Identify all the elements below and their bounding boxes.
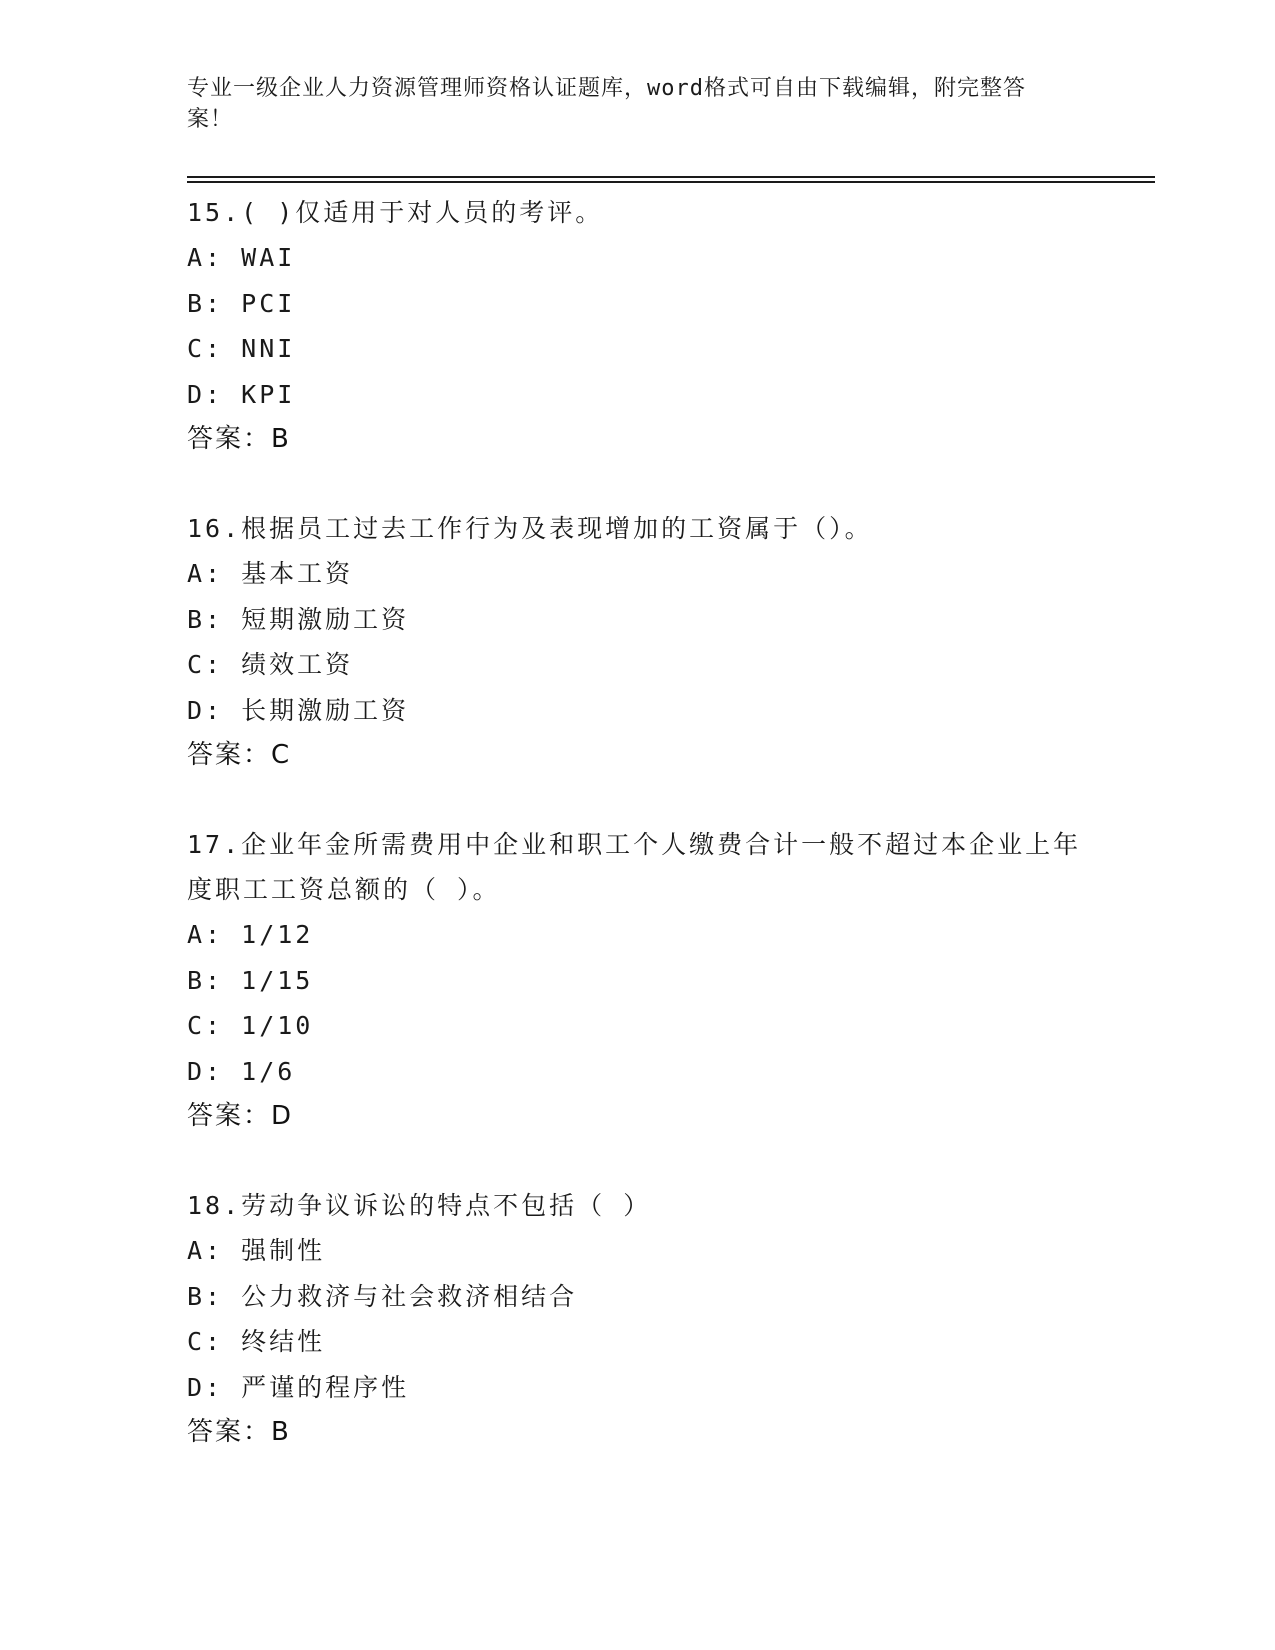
answer-line: 答案：B bbox=[187, 1417, 291, 1447]
question-list bbox=[187, 190, 1087, 1499]
question-stem: 17.企业年金所需费用中企业和职工个人缴费合计一般不超过本企业上年度职工工资总额的（ ）。 bbox=[187, 830, 1082, 904]
question-15 bbox=[187, 190, 1087, 462]
question-17 bbox=[187, 822, 1087, 1139]
option-c: C: NNI bbox=[187, 334, 296, 363]
header-divider-bottom bbox=[187, 181, 1155, 183]
option-b: B: 公力救济与社会救济相结合 bbox=[187, 1281, 578, 1311]
option-c: C: 1/10 bbox=[187, 1011, 314, 1040]
question-stem: 16.根据员工过去工作行为及表现增加的工资属于（）。 bbox=[187, 514, 873, 543]
question-16 bbox=[187, 506, 1087, 778]
option-a: A: WAI bbox=[187, 243, 296, 272]
option-d: D: 长期激励工资 bbox=[187, 695, 410, 725]
option-d: D: 严谨的程序性 bbox=[187, 1372, 410, 1402]
answer-line: 答案：B bbox=[187, 424, 291, 454]
document-header: 专业一级企业人力资源管理师资格认证题库，word格式可自由下载编辑，附完整答案！ bbox=[187, 76, 1026, 132]
option-c: C: 终结性 bbox=[187, 1327, 326, 1356]
option-a: A: 基本工资 bbox=[187, 559, 354, 588]
option-a: A: 1/12 bbox=[187, 920, 314, 949]
header-divider-top bbox=[187, 176, 1155, 178]
option-b: B: 1/15 bbox=[187, 965, 314, 995]
question-18 bbox=[187, 1183, 1087, 1455]
question-stem: 15.( )仅适用于对人员的考评。 bbox=[187, 198, 604, 227]
option-b: B: 短期激励工资 bbox=[187, 604, 410, 634]
question-stem: 18.劳动争议诉讼的特点不包括（ ） bbox=[187, 1191, 652, 1220]
answer-line: 答案：D bbox=[187, 1101, 294, 1131]
option-d: D: 1/6 bbox=[187, 1056, 296, 1086]
option-a: A: 强制性 bbox=[187, 1236, 326, 1265]
option-b: B: PCI bbox=[187, 288, 296, 318]
option-c: C: 绩效工资 bbox=[187, 650, 354, 679]
option-d: D: KPI bbox=[187, 379, 296, 409]
answer-line: 答案：C bbox=[187, 740, 292, 770]
